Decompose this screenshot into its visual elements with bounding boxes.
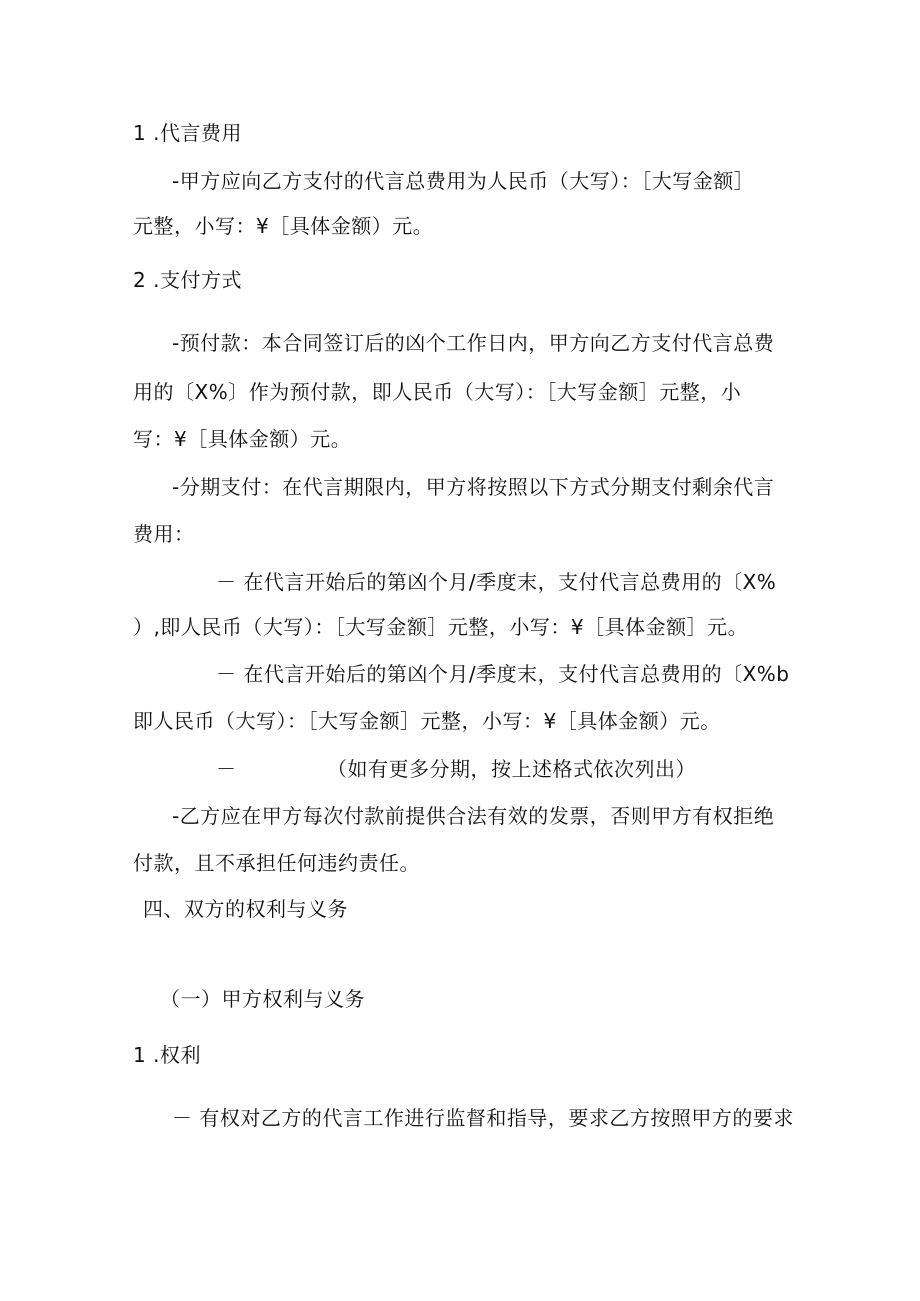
fee-line-2: 元整，小写：¥［具体金额）元。 [133,214,434,238]
section-payment-title: 2 .支付方式 [133,268,242,292]
section-fee-title: 1 .代言费用 [133,121,242,145]
rights-line-1: － 有权对乙方的代言工作进行监督和指导，要求乙方按照甲方的要求 [172,1106,794,1130]
installment-item1-line-2: ）,即人民币（大写）：［大写金额］元整，小写：¥［具体金额］元。 [133,615,749,639]
installment-item2-line-2: 即人民币（大写）：［大写金额］元整，小写：¥［具体金额）元。 [133,709,721,733]
installment-more-text: （如有更多分期，按上述格式依次列出） [327,757,696,781]
section-four-title: 四、双方的权利与义务 [143,897,348,921]
installment-more-dash: － [216,757,237,781]
invoice-line-1: -乙方应在甲方每次付款前提供合法有效的发票，否则甲方有权拒绝 [172,804,775,828]
invoice-line-2: 付款，且不承担任何违约责任。 [133,851,420,875]
fee-line-1: -甲方应向乙方支付的代言总费用为人民币（大写）：［大写金额］ [172,169,755,193]
subsection-party-a-title: （一）甲方权利与义务 [160,987,365,1011]
prepay-line-1: -预付款：本合同签订后的凶个工作日内，甲方向乙方支付代言总费 [172,331,775,355]
rights-title: 1 .权利 [133,1043,201,1067]
prepay-line-2: 用的〔X%〕作为预付款，即人民币（大写）：［大写金额］元整，小 [133,380,742,404]
installment-line-1: -分期支付：在代言期限内，甲方将按照以下方式分期支付剩余代言 [172,475,775,499]
installment-line-2: 费用： [133,522,195,546]
prepay-line-3: 写：¥［具体金额）元。 [133,427,352,451]
installment-item2-line-1: － 在代言开始后的第凶个月/季度末，支付代言总费用的〔X%b [216,662,790,686]
installment-item1-line-1: － 在代言开始后的第凶个月/季度末，支付代言总费用的〔X% [216,570,777,594]
